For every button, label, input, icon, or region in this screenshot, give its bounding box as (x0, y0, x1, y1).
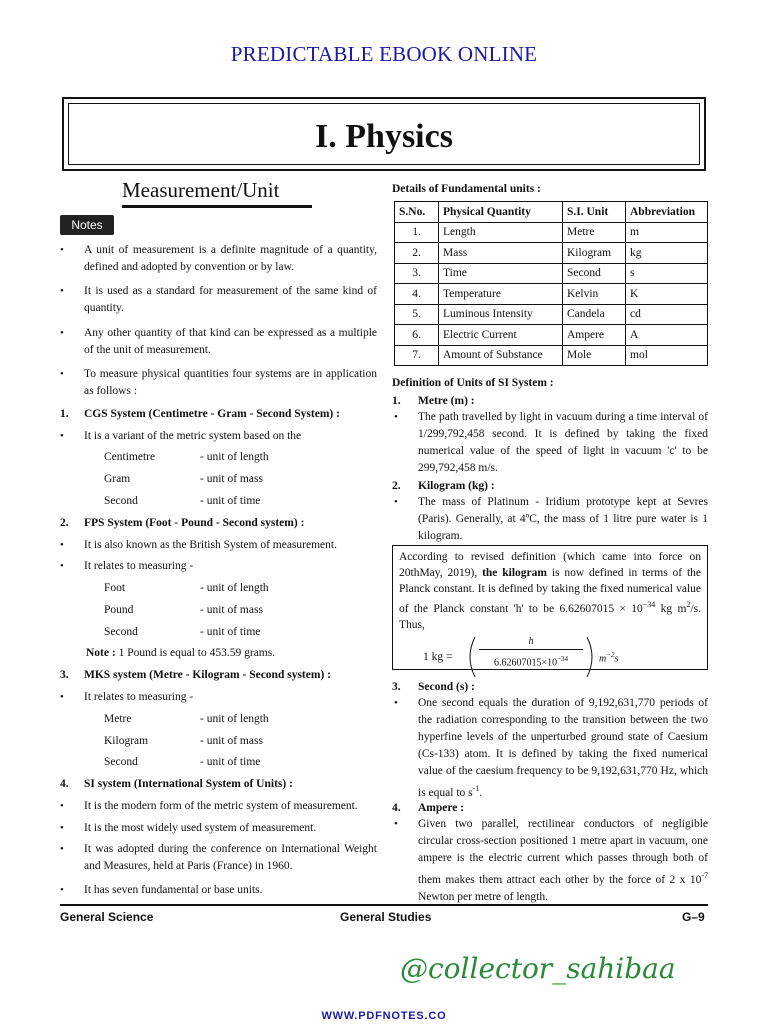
table-row (395, 222, 708, 243)
fps-bullet-1: • It is also known as the British System of measurement. (84, 537, 377, 554)
si-bullet-4: • It has seven fundamental or base units. (84, 882, 377, 899)
site-url[interactable]: WWW.PDFNOTES.CO (321, 1010, 447, 1022)
si-title: SI system (International System of Units) : (84, 778, 293, 790)
cell-unit: Metre (563, 222, 626, 243)
fps-bullet-2: • It relates to measuring - (84, 558, 377, 575)
cell-unit: Kelvin (563, 284, 626, 305)
box-paragraph (399, 549, 701, 633)
cell-abbreviation: cd (626, 304, 708, 325)
handle-watermark: @collector_sahibaa (400, 952, 676, 985)
box-exponent-2: 2 (686, 600, 691, 609)
second-definition (418, 695, 708, 802)
title-inner-frame (68, 103, 700, 165)
header-unit: S.I. Unit (563, 202, 626, 223)
cgs-row-1 (104, 449, 304, 466)
fps-unit: Foot (104, 582, 126, 594)
si-number: 4. (60, 778, 69, 790)
cell-quantity: Length (439, 222, 563, 243)
kilogram-title: Kilogram (kg) : (418, 480, 495, 492)
cgs-desc: - unit of mass (200, 473, 263, 485)
left-paren-icon (463, 635, 479, 679)
rhs-exponent: −2 (606, 650, 615, 659)
denominator-base: 6.62607015×10 (493, 657, 558, 669)
cell-quantity: Luminous Intensity (439, 304, 563, 325)
footer-left: General Science (60, 910, 154, 924)
cell-unit: Second (563, 263, 626, 284)
mks-desc: - unit of length (200, 713, 269, 725)
footer-center: General Studies (340, 910, 432, 924)
cgs-row-3 (104, 493, 304, 510)
table-row (395, 243, 708, 264)
box-text-4: /s. Thus, (399, 602, 701, 631)
table-title: Details of Fundamental units : (392, 183, 541, 195)
fps-note-text: 1 Pound is equal to 453.59 grams. (118, 647, 276, 659)
intro-bullet-1: • A unit of measurement is a definite magnitude of a quantity, defined and adopted by convention or by law. (84, 242, 377, 276)
cell-sno: 5. (395, 304, 439, 325)
cell-quantity: Electric Current (439, 325, 563, 346)
fps-note-label: Note : (86, 647, 116, 659)
cell-quantity: Amount of Substance (439, 345, 563, 366)
kilogram-revised-definition-box (392, 545, 708, 670)
denominator-exponent: −34 (557, 654, 569, 663)
cell-quantity: Temperature (439, 284, 563, 305)
footer-rule (60, 904, 708, 906)
mks-unit: Kilogram (104, 735, 149, 747)
ebook-banner: PREDICTABLE EBOOK ONLINE (230, 42, 538, 66)
table-row (395, 345, 708, 366)
fps-desc: - unit of time (200, 626, 261, 638)
fundamental-units-table (394, 201, 708, 366)
cgs-desc: - unit of length (200, 451, 269, 463)
kilogram-number: 2. (392, 480, 401, 492)
cgs-bullet: • It is a variant of the metric system based on the (84, 428, 377, 445)
cell-sno: 1. (395, 222, 439, 243)
mks-desc: - unit of mass (200, 735, 263, 747)
cgs-row-2 (104, 471, 304, 488)
fps-unit: Pound (104, 604, 134, 616)
cgs-unit: Second (104, 495, 138, 507)
ampere-title: Ampere : (418, 802, 465, 814)
mks-unit: Metre (104, 713, 132, 725)
si-bullet-1: • It is the modern form of the metric system of measurement. (84, 798, 377, 815)
fps-row-1 (104, 580, 304, 597)
intro-bullet-2: • It is used as a standard for measurement of the same kind of quantity. (84, 283, 377, 317)
table-header-row (395, 202, 708, 223)
table-row (395, 304, 708, 325)
cell-sno: 7. (395, 345, 439, 366)
footer-page-number: G–9 (682, 910, 705, 924)
notes-badge: Notes (60, 215, 114, 235)
header-quantity: Physical Quantity (439, 202, 563, 223)
box-text-1: According to revised definition (which came into force on 20thMay, 2019), (399, 551, 701, 579)
ampere-text: Given two parallel, rectilinear conductors of negligible circular cross-section positioned 1 metre apart in vacuum, one ampere is the electric current which passes through both of them makes them attract each other by the force of 2 x 10 (418, 818, 708, 886)
metre-number: 1. (392, 395, 401, 407)
second-exponent: -1 (472, 784, 480, 793)
mks-row-2 (104, 733, 304, 750)
header-sno: S.No. (395, 202, 439, 223)
cell-sno: 6. (395, 325, 439, 346)
cgs-unit: Centimetre (104, 451, 156, 463)
metre-title: Metre (m) : (418, 395, 475, 407)
cell-sno: 2. (395, 243, 439, 264)
mks-desc: - unit of time (200, 756, 261, 768)
formula-lhs: 1 kg = (423, 650, 453, 663)
box-text-3: kg m (660, 602, 687, 615)
cgs-title: CGS System (Centimetre - Gram - Second System) : (84, 408, 340, 420)
mks-row-1 (104, 711, 304, 728)
cell-unit: Kilogram (563, 243, 626, 264)
mks-number: 3. (60, 669, 69, 681)
fps-row-3 (104, 624, 304, 641)
section-heading-underline (122, 205, 312, 208)
ampere-exponent: -7 (701, 871, 708, 880)
cell-unit: Candela (563, 304, 626, 325)
ampere-tail: Newton per metre of length. (418, 890, 548, 903)
section-heading: Measurement/Unit (122, 178, 280, 202)
box-text-2: is now defined in terms of the Planck constant. It is defined by taking the fixed numerical value of the Planck constant 'h' to be 6.62607015 × 10 (399, 567, 702, 615)
cell-quantity: Mass (439, 243, 563, 264)
mks-bullet: • It relates to measuring - (84, 689, 377, 706)
cell-unit: Ampere (563, 325, 626, 346)
mks-title: MKS system (Metre - Kilogram - Second system) : (84, 669, 331, 681)
definitions-title: Definition of Units of SI System : (392, 377, 554, 389)
cell-abbreviation: s (626, 263, 708, 284)
intro-bullet-4: • To measure physical quantities four systems are in application as follows : (84, 366, 377, 400)
fps-title: FPS System (Foot - Pound - Second system) : (84, 517, 305, 529)
cell-abbreviation: mol (626, 345, 708, 366)
cell-abbreviation: K (626, 284, 708, 305)
cell-abbreviation: kg (626, 243, 708, 264)
cgs-number: 1. (60, 408, 69, 420)
second-tail: . (479, 786, 483, 799)
cell-quantity: Time (439, 263, 563, 284)
mks-row-3 (104, 754, 304, 771)
table-row (395, 263, 708, 284)
fps-number: 2. (60, 517, 69, 529)
second-number: 3. (392, 681, 401, 693)
si-bullet-3: • It was adopted during the conference on International Weight and Measures, held at Paris (France) in 1960. (84, 841, 377, 875)
right-paren-icon (583, 635, 599, 679)
kilogram-definition: • The mass of Platinum - Iridium prototype kept at Sevres (Paris). Generally, at 4ºC, the mass of 1 litre pure water is 1 kilogram. (418, 494, 708, 545)
cgs-desc: - unit of time (200, 495, 261, 507)
rhs-unit-m: m (599, 653, 607, 665)
fps-desc: - unit of length (200, 582, 269, 594)
intro-bullet-3: • Any other quantity of that kind can be expressed as a multiple of the unit of measurement. (84, 325, 377, 359)
fraction-denominator (479, 649, 583, 670)
box-bold-kilogram: the kilogram (482, 567, 547, 579)
si-bullet-2: • It is the most widely used system of measurement. (84, 820, 377, 837)
table-row (395, 284, 708, 305)
table-row (395, 325, 708, 346)
cell-abbreviation: m (626, 222, 708, 243)
second-title: Second (s) : (418, 681, 475, 693)
planck-formula (399, 635, 701, 681)
cgs-unit: Gram (104, 473, 131, 485)
chapter-title: I. Physics (315, 118, 453, 155)
fps-unit: Second (104, 626, 138, 638)
ampere-definition (418, 816, 708, 906)
chapter-title-box (62, 97, 706, 171)
formula-fraction (479, 635, 583, 670)
box-exponent-1: −34 (642, 600, 656, 609)
fps-row-2 (104, 602, 304, 619)
ampere-number: 4. (392, 802, 401, 814)
fraction-numerator: h (528, 635, 534, 647)
header-abbreviation: Abbreviation (626, 202, 708, 223)
rhs-unit-s: s (614, 653, 619, 665)
mks-unit: Second (104, 756, 138, 768)
cell-sno: 4. (395, 284, 439, 305)
cell-sno: 3. (395, 263, 439, 284)
metre-definition: • The path travelled by light in vacuum during a time interval of 1/299,792,458 second. It is defined by taking the fixed numerical value of the speed of light in vacuum 'c' to be 299,792,458 m/s. (418, 409, 708, 477)
formula-rhs (599, 647, 618, 667)
fps-desc: - unit of mass (200, 604, 263, 616)
cell-abbreviation: A (626, 325, 708, 346)
fps-note (86, 645, 275, 662)
cell-unit: Mole (563, 345, 626, 366)
second-text: One second equals the duration of 9,192,631,770 periods of the radiation corresponding to the transition between the two hyperfine levels of the unperturbed ground state of Caesium (Cs-133) atom. It is defined by taking the fixed numerical value of the caesium frequency to be 9,192,631,770 Hz, which is equal to s (418, 697, 708, 799)
